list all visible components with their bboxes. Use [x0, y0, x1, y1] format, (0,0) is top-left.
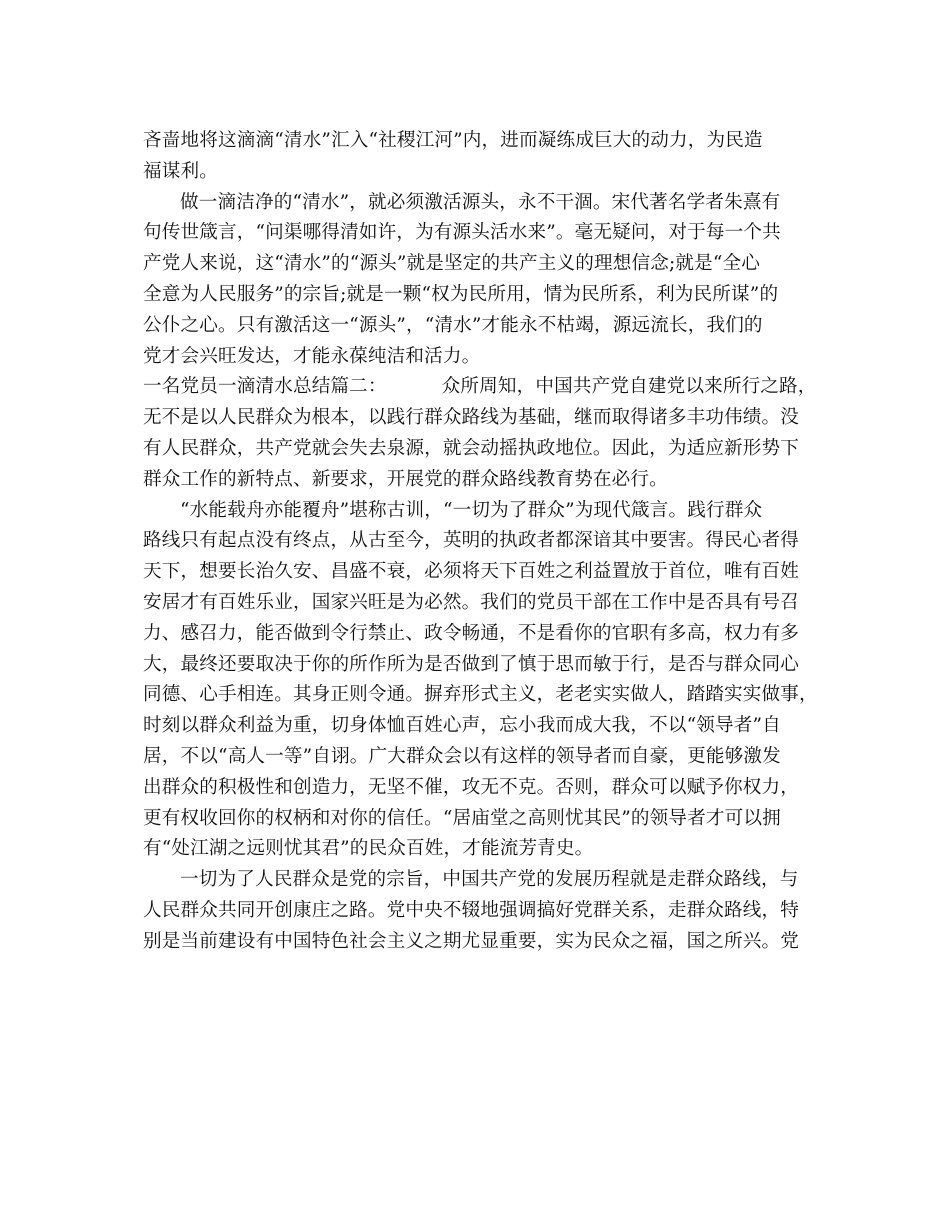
- section-two: [143, 372, 817, 495]
- text-line: 别是当前建设有中国特色社会主义之期尤显重要，实为民众之福，国之所兴。党: [143, 930, 800, 952]
- text-line: 安居才有百姓乐业，国家兴旺是为必然。我们的党员干部在工作中是否具有号召: [143, 591, 800, 613]
- text-line: 大，最终还要取决于你的所作所为是否做到了慎于思而敏于行，是否与群众同心: [143, 653, 800, 675]
- text-line: 产党人来说，这“清水”的“源头”就是坚定的共产主义的理想信念;就是“全心: [143, 253, 761, 275]
- text-line: 一切为了人民群众是党的宗旨，中国共产党的发展历程就是走群众路线，与: [180, 869, 799, 891]
- text-line: 时刻以群众利益为重，切身体恤百姓心声，忘小我而成大我，不以“领导者”自: [143, 715, 781, 737]
- section-heading-line: [143, 372, 817, 403]
- text-line: 居，不以“高人一等”自诩。广大群众会以有这样的领导者而自豪，更能够激发: [143, 745, 781, 767]
- text-line: 出群众的积极性和创造力，无坚不催，攻无不克。否则，群众可以赋予你权力，: [143, 776, 800, 798]
- text-line: 公仆之心。只有激活这一“源头”，“清水”才能永不枯竭，源远流长，我们的: [143, 314, 763, 336]
- paragraph-boat-water: [143, 496, 818, 866]
- text-line: 无不是以人民群众为根本，以践行群众路线为基础，继而取得诸多丰功伟绩。没: [143, 407, 800, 429]
- text-line: 吝啬地将这滴滴“清水”汇入“社稷江河”内，进而凝练成巨大的动力，为民造: [143, 130, 763, 151]
- text-line: 做一滴洁净的“清水”，就必须激活源头，永不干涸。宋代著名学者朱熹有: [180, 191, 781, 213]
- text-line: 同德、心手相连。其身正则令通。摒弃形式主义，老老实实做人，踏踏实实做事，: [143, 684, 818, 706]
- continuation-paragraph: [143, 126, 803, 188]
- paragraph-party-purpose: [143, 865, 803, 957]
- section-first-line: 众所周知，中国共产党自建党以来所行之路，: [441, 376, 817, 398]
- text-line: 福谋利。: [143, 160, 218, 182]
- text-line: 有“处江湖之远则忧其君”的民众百姓，才能流芳青史。: [143, 838, 594, 860]
- text-line: 更有权收回你的权柄和对你的信任。“居庙堂之高则忧其民”的领导者才可以拥: [143, 807, 781, 829]
- paragraph-clear-water: [143, 188, 803, 373]
- document-body: [143, 126, 818, 958]
- text-line: 党才会兴旺发达，才能永葆纯洁和活力。: [143, 345, 481, 367]
- text-line: “水能载舟亦能覆舟”堪称古训，“一切为了群众”为现代箴言。践行群众: [180, 499, 763, 521]
- text-line: 全意为人民服务”的宗旨;就是一颗“权为民所用，情为民所系，利为民所谋”的: [143, 283, 779, 305]
- text-line: 力、感召力，能否做到令行禁止、政令畅通，不是看你的官职有多高，权力有多: [143, 622, 800, 644]
- text-line: 人民群众共同开创康庄之路。党中央不辍地强调搞好党群关系，走群众路线，特: [143, 899, 800, 921]
- text-line: 句传世箴言，“问渠哪得清如许，为有源头活水来”。毫无疑问，对于每一个共: [143, 222, 781, 244]
- text-line: 路线只有起点没有终点，从古至今，英明的执政者都深谙其中要害。得民心者得: [143, 530, 800, 552]
- text-line: 有人民群众，共产党就会失去泉源，就会动摇执政地位。因此，为适应新形势下: [143, 437, 800, 459]
- text-line: 天下，想要长治久安、昌盛不衰，必须将天下百姓之利益置放于首位，唯有百姓: [143, 561, 800, 583]
- text-line: 群众工作的新特点、新要求，开展党的群众路线教育势在必行。: [143, 468, 668, 490]
- section-heading: 一名党员一滴清水总结篇二：: [143, 376, 387, 398]
